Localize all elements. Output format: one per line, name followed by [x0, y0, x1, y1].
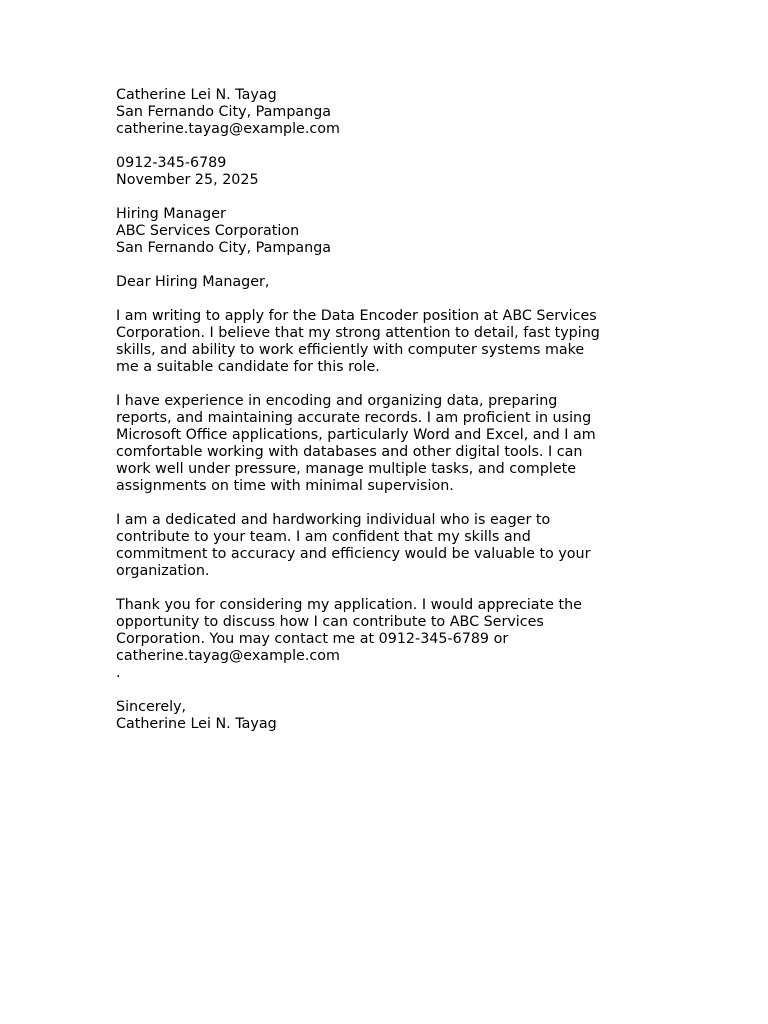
sender-name: Catherine Lei N. Tayag — [116, 87, 277, 103]
spacer — [116, 291, 656, 308]
spacer — [116, 682, 656, 699]
sender-address: San Fernando City, Pampanga — [116, 104, 332, 120]
body-paragraph-1 — [116, 308, 656, 376]
paragraph-line: opportunity to discuss how I can contribute to ABC Services — [116, 614, 544, 630]
signature-name: Catherine Lei N. Tayag — [116, 716, 277, 732]
recipient-block — [116, 206, 656, 257]
paragraph-line: work well under pressure, manage multiple tasks, and complete — [116, 461, 577, 477]
paragraph-line: comfortable working with databases and other digital tools. I can — [116, 444, 583, 460]
spacer — [116, 189, 656, 206]
salutation: Dear Hiring Manager, — [116, 274, 270, 290]
paragraph-line: Corporation. You may contact me at 0912-345-6789 or — [116, 631, 509, 647]
paragraph-line: I am a dedicated and hardworking individual who is eager to — [116, 512, 551, 528]
recipient-company: ABC Services Corporation — [116, 223, 300, 239]
letter-date: November 25, 2025 — [116, 172, 259, 188]
body-paragraph-2 — [116, 393, 656, 495]
contact-email: catherine.tayag@example.com — [116, 648, 340, 664]
paragraph-line: commitment to accuracy and efficiency would be valuable to your — [116, 546, 591, 562]
paragraph-line: Thank you for considering my application. I would appreciate the — [116, 597, 582, 613]
body-paragraph-3 — [116, 512, 656, 580]
paragraph-line: reports, and maintaining accurate records. I am proficient in using — [116, 410, 592, 426]
paragraph-line: me a suitable candidate for this role. — [116, 359, 380, 375]
paragraph-line: skills, and ability to work efficiently with computer systems make — [116, 342, 585, 358]
paragraph-line: . — [116, 665, 121, 681]
paragraph-line: I am writing to apply for the Data Encoder position at ABC Services — [116, 308, 597, 324]
paragraph-line: Microsoft Office applications, particularly Word and Excel, and I am — [116, 427, 596, 443]
sender-block — [116, 87, 656, 189]
spacer — [116, 257, 656, 274]
sender-email: catherine.tayag@example.com — [116, 121, 340, 137]
paragraph-line: I have experience in encoding and organizing data, preparing — [116, 393, 558, 409]
paragraph-line: Corporation. I believe that my strong attention to detail, fast typing — [116, 325, 600, 341]
body-paragraph-4 — [116, 597, 656, 682]
paragraph-line: assignments on time with minimal supervision. — [116, 478, 454, 494]
spacer — [116, 580, 656, 597]
spacer — [116, 138, 656, 155]
cover-letter — [116, 87, 656, 733]
recipient-title: Hiring Manager — [116, 206, 226, 222]
spacer — [116, 376, 656, 393]
spacer — [116, 495, 656, 512]
paragraph-line: organization. — [116, 563, 210, 579]
recipient-address: San Fernando City, Pampanga — [116, 240, 332, 256]
paragraph-line: contribute to your team. I am confident that my skills and — [116, 529, 531, 545]
sender-phone: 0912-345-6789 — [116, 155, 227, 171]
closing: Sincerely, — [116, 699, 187, 715]
closing-block — [116, 699, 656, 733]
